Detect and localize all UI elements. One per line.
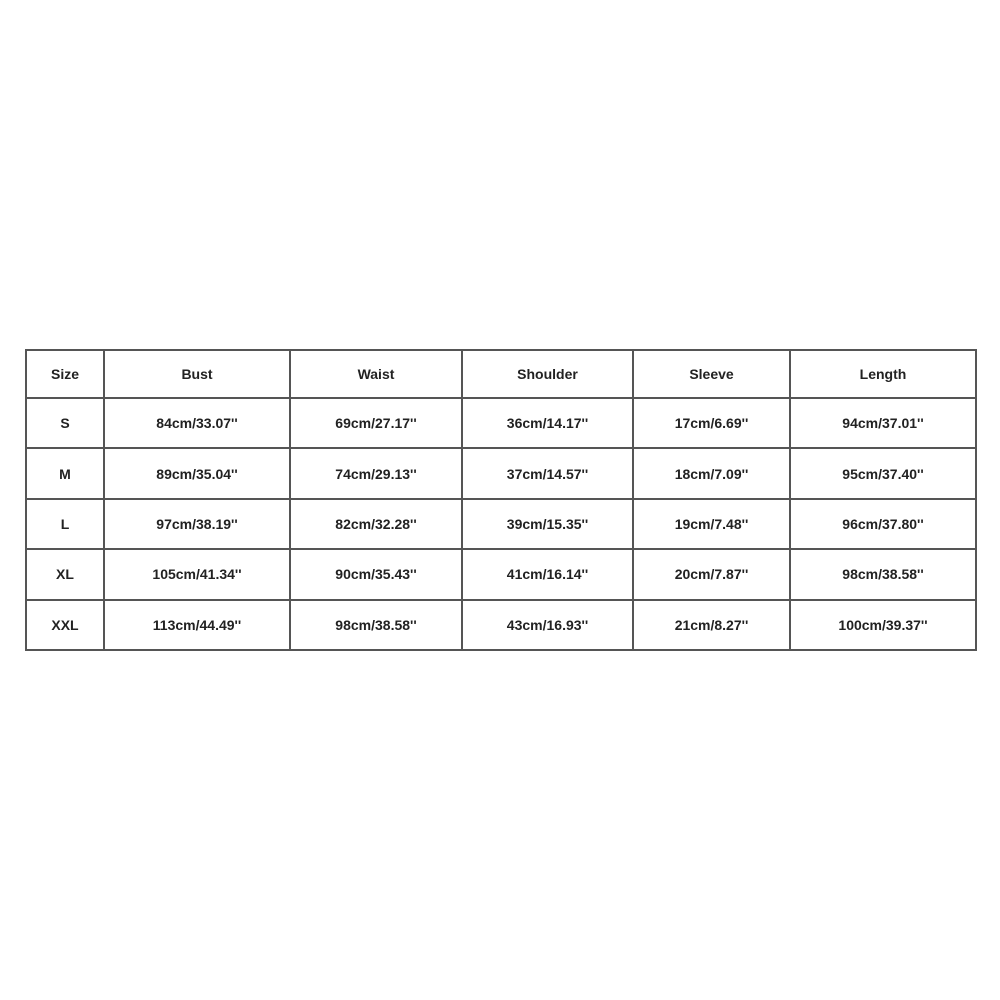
table-row: [26, 448, 976, 498]
table-row: [26, 499, 976, 549]
table-row: [26, 398, 976, 448]
cell-length: 94cm/37.01'': [790, 398, 976, 448]
cell-size: XXL: [26, 600, 104, 650]
header-shoulder: Shoulder: [462, 350, 633, 398]
cell-shoulder: 41cm/16.14'': [462, 549, 633, 599]
cell-sleeve: 17cm/6.69'': [633, 398, 790, 448]
table-header-row: [26, 350, 976, 398]
cell-size: S: [26, 398, 104, 448]
cell-waist: 90cm/35.43'': [290, 549, 462, 599]
cell-bust: 105cm/41.34'': [104, 549, 290, 599]
cell-sleeve: 18cm/7.09'': [633, 448, 790, 498]
cell-shoulder: 37cm/14.57'': [462, 448, 633, 498]
header-bust: Bust: [104, 350, 290, 398]
cell-size: M: [26, 448, 104, 498]
table-row: [26, 600, 976, 650]
cell-waist: 82cm/32.28'': [290, 499, 462, 549]
cell-shoulder: 36cm/14.17'': [462, 398, 633, 448]
cell-length: 96cm/37.80'': [790, 499, 976, 549]
cell-shoulder: 43cm/16.93'': [462, 600, 633, 650]
cell-bust: 84cm/33.07'': [104, 398, 290, 448]
cell-bust: 97cm/38.19'': [104, 499, 290, 549]
cell-length: 100cm/39.37'': [790, 600, 976, 650]
cell-sleeve: 21cm/8.27'': [633, 600, 790, 650]
cell-length: 95cm/37.40'': [790, 448, 976, 498]
cell-bust: 113cm/44.49'': [104, 600, 290, 650]
cell-waist: 69cm/27.17'': [290, 398, 462, 448]
cell-waist: 74cm/29.13'': [290, 448, 462, 498]
cell-length: 98cm/38.58'': [790, 549, 976, 599]
cell-size: XL: [26, 549, 104, 599]
header-waist: Waist: [290, 350, 462, 398]
cell-bust: 89cm/35.04'': [104, 448, 290, 498]
header-size: Size: [26, 350, 104, 398]
table-row: [26, 549, 976, 599]
header-length: Length: [790, 350, 976, 398]
cell-size: L: [26, 499, 104, 549]
size-chart-table: [25, 349, 977, 651]
cell-waist: 98cm/38.58'': [290, 600, 462, 650]
cell-sleeve: 19cm/7.48'': [633, 499, 790, 549]
cell-sleeve: 20cm/7.87'': [633, 549, 790, 599]
cell-shoulder: 39cm/15.35'': [462, 499, 633, 549]
header-sleeve: Sleeve: [633, 350, 790, 398]
